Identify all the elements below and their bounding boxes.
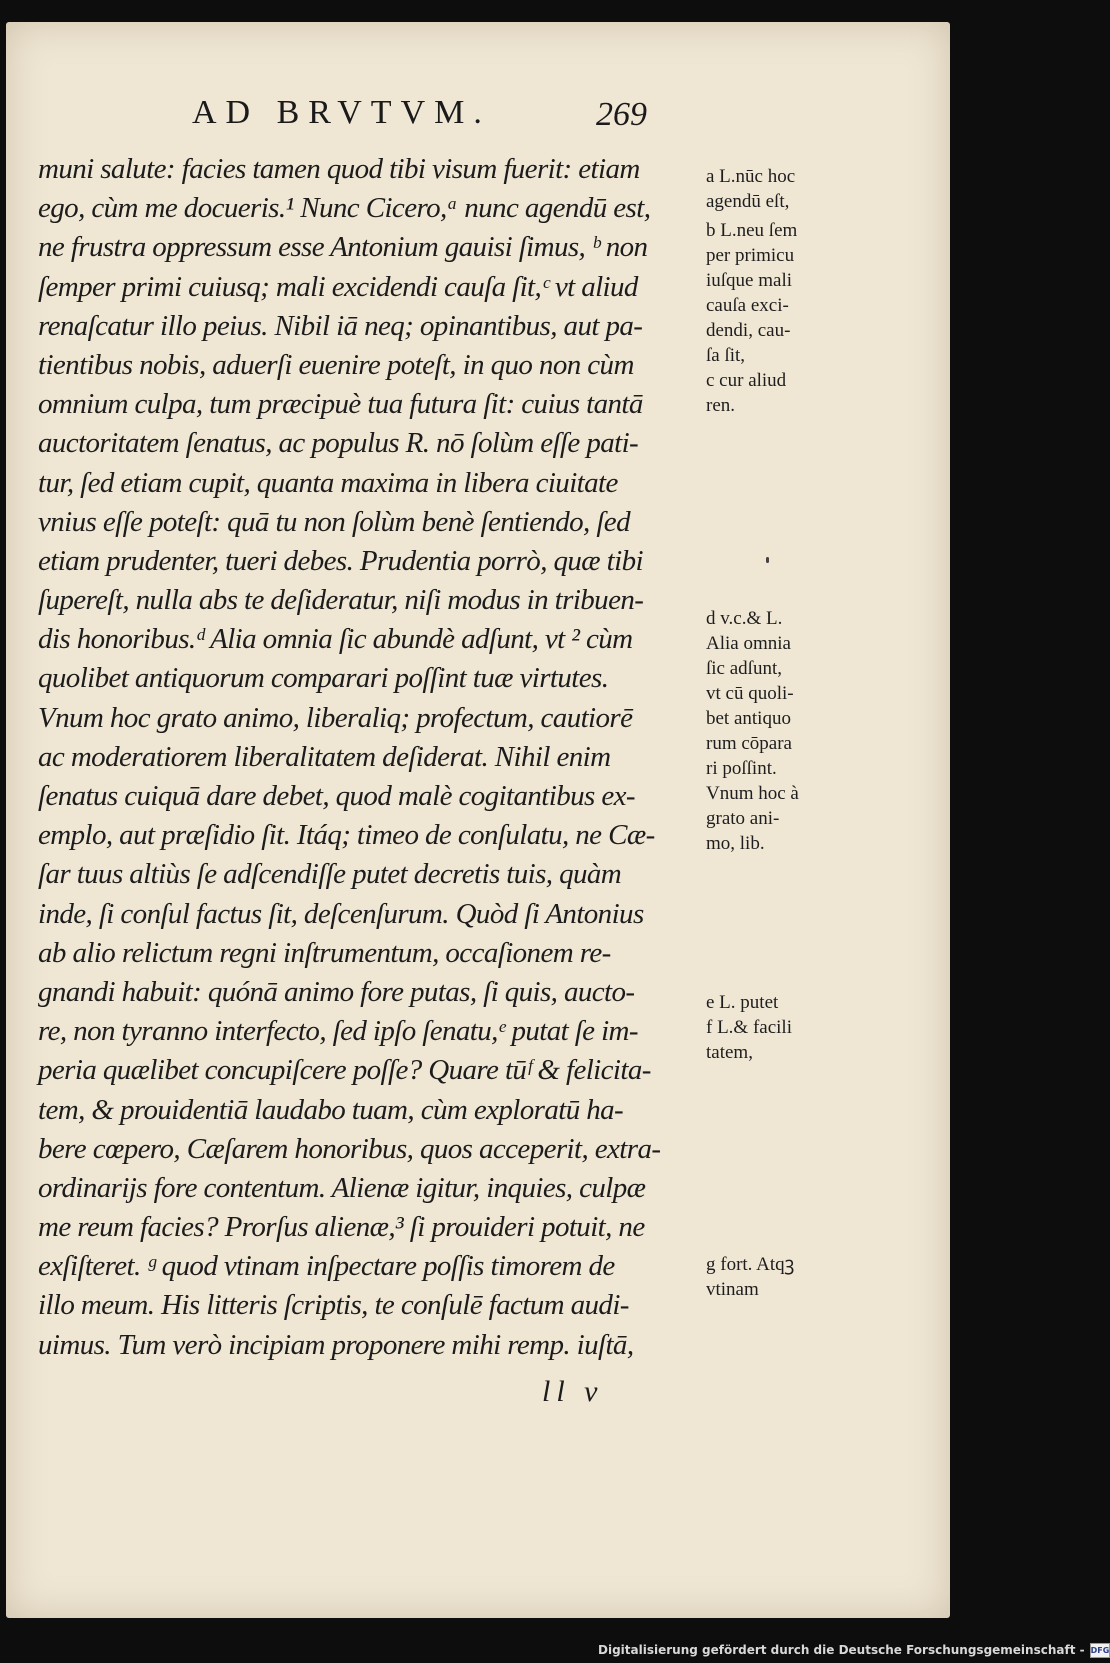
note-line: ſic adſunt, xyxy=(706,658,782,679)
note-line: d v.c.& L. xyxy=(706,608,783,629)
note-line: f L.& facili xyxy=(706,1017,792,1038)
note-line: c cur aliud xyxy=(706,370,787,391)
text-line: ac moderatiorem liberalitatem deſiderat. Nihil enim xyxy=(38,740,611,773)
page-number: 269 xyxy=(596,96,647,133)
text-line: re, non tyranno interfecto, ſed ipſo ſenatu,ᵉ putat ſe im- xyxy=(38,1015,638,1048)
margin-note-d xyxy=(706,606,856,856)
note-line: a L.nūc hoc xyxy=(706,166,796,187)
text-line: ne frustra oppressum esse Antonium gauisi ſimus, ᵇ non xyxy=(38,231,648,264)
note-line: ſa ſit, xyxy=(706,345,746,366)
text-line: me reum facies? Prorſus alienæ,³ ſi prouideri potuit, ne xyxy=(38,1211,645,1244)
note-line: cauſa exci- xyxy=(706,295,789,316)
page-header xyxy=(6,94,686,148)
margin-note-e-f xyxy=(706,990,856,1065)
dfg-logo-icon xyxy=(1090,1643,1110,1658)
note-line: b L.neu ſem xyxy=(706,220,798,241)
text-line: gnandi habuit: quónā animo fore putas, ſi quis, aucto- xyxy=(38,975,635,1008)
text-line: exſiſteret. ᵍ quod vtinam inſpectare poſſis timorem de xyxy=(38,1250,615,1283)
note-line: tatem, xyxy=(706,1042,753,1063)
text-line: ſemper primi cuiusq; mali excidendi cauſa ſit,ᶜ vt aliud xyxy=(38,270,638,303)
funding-credit: Digitalisierung gefördert durch die Deutsche Forschungsgemeinschaft - xyxy=(598,1643,1085,1657)
note-line: e L. putet xyxy=(706,992,779,1013)
text-line: etiam prudenter, tueri debes. Prudentia porrò, quæ tibi xyxy=(38,544,643,577)
note-line: grato ani- xyxy=(706,808,780,829)
margin-note-b xyxy=(706,218,856,368)
text-line: ego, cùm me docueris.¹ Nunc Cicero,ᵃ nunc agendū est, xyxy=(38,192,651,225)
text-line: tientibus nobis, aduerſi euenire poteſt, in quo non cùm xyxy=(38,348,634,381)
digitization-footer xyxy=(598,1640,1110,1660)
dfg-logo-text: DFG xyxy=(1090,1645,1110,1655)
text-line: Vnum hoc grato animo, liberaliq; profectum, cautiorē xyxy=(38,701,633,734)
note-line: vtinam xyxy=(706,1279,759,1300)
text-line: dis honoribus.ᵈ Alia omnia ſic abundè adſunt, vt ² cùm xyxy=(38,623,633,656)
text-line: peria quælibet concupiſcere poſſe? Quare tūᶠ & felicita- xyxy=(38,1054,651,1087)
text-line: ordinarijs fore contentum. Alienæ igitur, inquies, culpæ xyxy=(38,1171,646,1204)
note-line: Vnum hoc à xyxy=(706,783,799,804)
text-line: emplo, aut præſidio ſit. Itáq; timeo de conſulatu, ne Cæ- xyxy=(38,819,655,852)
text-line: renaſcatur illo peius. Nibil iā neq; opinantibus, aut pa- xyxy=(38,309,643,342)
text-line: ſar tuus altiùs ſe adſcendiſſe putet decretis tuis, quàm xyxy=(38,858,622,891)
margin-note-g xyxy=(706,1252,856,1302)
note-line: rum cōpara xyxy=(706,733,792,754)
ink-speck xyxy=(766,557,769,563)
note-line: vt cū quoli- xyxy=(706,683,794,704)
text-line: tur, ſed etiam cupit, quanta maxima in libera ciuitate xyxy=(38,466,618,499)
note-line: iuſque mali xyxy=(706,270,793,291)
main-text-block xyxy=(38,150,704,1365)
note-line: mo, lib. xyxy=(706,833,765,854)
text-line: uimus. Tum verò incipiam proponere mihi remp. iuſtā, xyxy=(38,1328,634,1361)
text-line: auctoritatem ſenatus, ac populus R. nō ſolùm eſſe pati- xyxy=(38,427,639,460)
text-line: ſenatus cuiquā dare debet, quod malè cogitantibus ex- xyxy=(38,780,635,812)
book-page xyxy=(6,22,950,1618)
text-line: illo meum. His litteris ſcriptis, te conſulē factum audi- xyxy=(38,1289,629,1322)
margin-note-a xyxy=(706,164,856,214)
running-head: AD BRVTVM. xyxy=(192,94,491,131)
note-line: ren. xyxy=(706,395,736,416)
note-line: ri poſſint. xyxy=(706,758,777,779)
note-line: bet antiquo xyxy=(706,708,791,729)
text-line: ſupereſt, nulla abs te deſideratur, niſi modus in tribuen- xyxy=(38,584,644,617)
text-line: vnius eſſe poteſt: quā tu non ſolùm benè ſentiendo, ſed xyxy=(38,505,630,538)
note-line: agendū eſt, xyxy=(706,191,790,212)
text-line: quolibet antiquorum comparari poſſint tuæ virtutes. xyxy=(38,662,609,695)
text-line: muni salute: facies tamen quod tibi visum fuerit: etiam xyxy=(38,153,640,185)
text-line: omnium culpa, tum præcipuè tua futura ſit: cuius tantā xyxy=(38,388,643,421)
note-line: g fort. Atqꝫ xyxy=(706,1254,795,1275)
note-line: Alia omnia xyxy=(706,633,791,654)
text-line: ab alio relictum regni inſtrumentum, occaſionem re- xyxy=(38,936,611,969)
note-line: per primicu xyxy=(706,245,795,266)
text-line: bere cœpero, Cæſarem honoribus, quos acceperit, extra- xyxy=(38,1132,661,1165)
margin-note-c xyxy=(706,368,856,418)
text-line: inde, ſi conſul factus ſit, deſcenſurum. Quòd ſi Antonius xyxy=(38,897,644,930)
text-line: tem, & prouidentiā laudabo tuam, cùm exploratū ha- xyxy=(38,1093,624,1126)
note-line: dendi, cau- xyxy=(706,320,791,341)
signature-mark: ll v xyxy=(542,1375,604,1408)
